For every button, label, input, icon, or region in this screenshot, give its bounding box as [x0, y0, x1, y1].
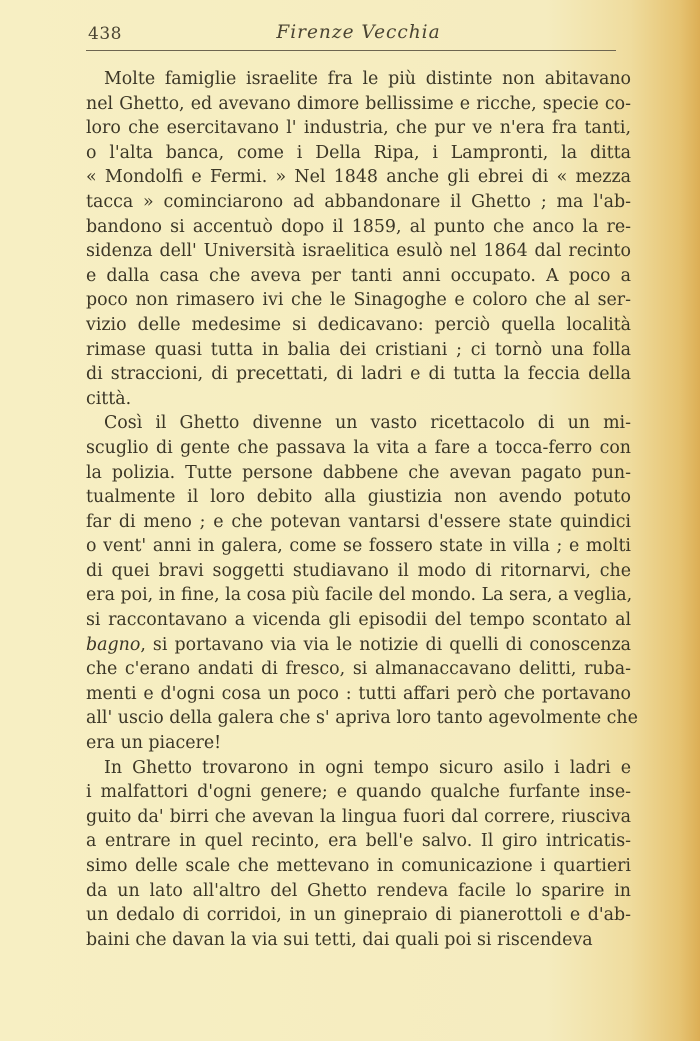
text-line: guito da' birri che avevan la lingua fuori dal correre, riusciva [86, 806, 631, 827]
text-line: vizio delle medesime si dedicavano: perciò quella località [86, 314, 631, 335]
text-line: baini che davan la via sui tetti, dai quali poi si riscendeva [86, 929, 593, 950]
paragraph-2 [86, 411, 638, 755]
text-line: o vent' anni in galera, come se fossero state in villa ; e molti [86, 536, 631, 557]
text-line: Molte famiglie israelite fra le più distinte non abitavano [104, 69, 631, 89]
paragraph-1 [86, 67, 631, 411]
text-line: era un piacere! [86, 733, 222, 754]
text-line: si raccontavano a vicenda gli episodii del tempo scontato al [86, 610, 631, 631]
italic-word: bagno [86, 634, 141, 655]
page-number: 438 [88, 24, 122, 44]
text-line: di quei bravi soggetti studiavano il modo di ritornarvi, che [86, 560, 631, 581]
text-line: scuglio di gente che passava la vita a fare a tocca-ferro con [86, 437, 631, 458]
page-header [86, 20, 631, 50]
text-line: a entrare in quel recinto, era bell'e salvo. Il giro intricatis- [86, 831, 631, 852]
paragraph-3 [86, 756, 631, 953]
text-line: era poi, in fine, la cosa più facile del mondo. La sera, a veglia, [86, 585, 633, 606]
text-line: Così il Ghetto divenne un vasto ricettacolo di un mi- [104, 413, 631, 434]
text-line: poco non rimasero ivi che le Sinagoghe e coloro che al ser- [86, 290, 631, 311]
text-line: « Mondolfi e Fermi. » Nel 1848 anche gli ebrei di « mezza [86, 167, 631, 188]
text-line: far di meno ; e che potevan vantarsi d'essere state quindici [86, 511, 631, 532]
text-line: che c'erano andati di fresco, si almanaccavano delitti, ruba- [86, 659, 631, 680]
text-line: o l'alta banca, come i Della Ripa, i Lampronti, la ditta [86, 142, 631, 163]
text-line: un dedalo di corridoi, in un ginepraio di pianerottoli e d'ab- [86, 905, 631, 926]
text-line: di straccioni, di precettati, di ladri e di tutta la feccia della [86, 364, 631, 385]
text-line: e dalla casa che aveva per tanti anni occupato. A poco a [86, 265, 631, 286]
text-line: bagno, si portavano via via le notizie di quelli di conoscenza [86, 634, 631, 655]
body-text [86, 67, 638, 952]
text-line: tualmente il loro debito alla giustizia non avendo potuto [86, 487, 631, 508]
text-line: simo delle scale che mettevano in comunicazione i quartieri [86, 856, 631, 876]
text-line: i malfattori d'ogni genere; e quando qualche furfante inse- [86, 782, 631, 803]
text-line: città. [86, 388, 132, 409]
text-line: la polizia. Tutte persone dabbene che avevan pagato pun- [86, 462, 631, 483]
text-line: tacca » cominciarono ad abbandonare il Ghetto ; ma l'ab- [86, 191, 631, 212]
text-line: all' uscio della galera che s' apriva loro tanto agevolmente che [86, 708, 638, 729]
text-line: In Ghetto trovarono in ogni tempo sicuro asilo i ladri e [104, 757, 631, 778]
text-line: bandono si accentuò dopo il 1859, al punto che anco la re- [86, 216, 631, 237]
text-line: loro che esercitavano l' industria, che pur ve n'era fra tanti, [86, 118, 631, 139]
text-line: sidenza dell' Università israelitica esulò nel 1864 dal recinto [86, 241, 631, 262]
running-title: Firenze Vecchia [276, 22, 441, 43]
text-line: rimase quasi tutta in balia dei cristiani ; ci tornò una folla [86, 339, 631, 360]
text-line: da un lato all'altro del Ghetto rendeva facile lo sparire in [86, 880, 631, 901]
text-line: nel Ghetto, ed avevano dimore bellissime e ricche, specie co- [86, 93, 631, 114]
text-line: menti e d'ogni cosa un poco : tutti affari però che portavano [86, 683, 631, 704]
header-rule [86, 50, 616, 51]
